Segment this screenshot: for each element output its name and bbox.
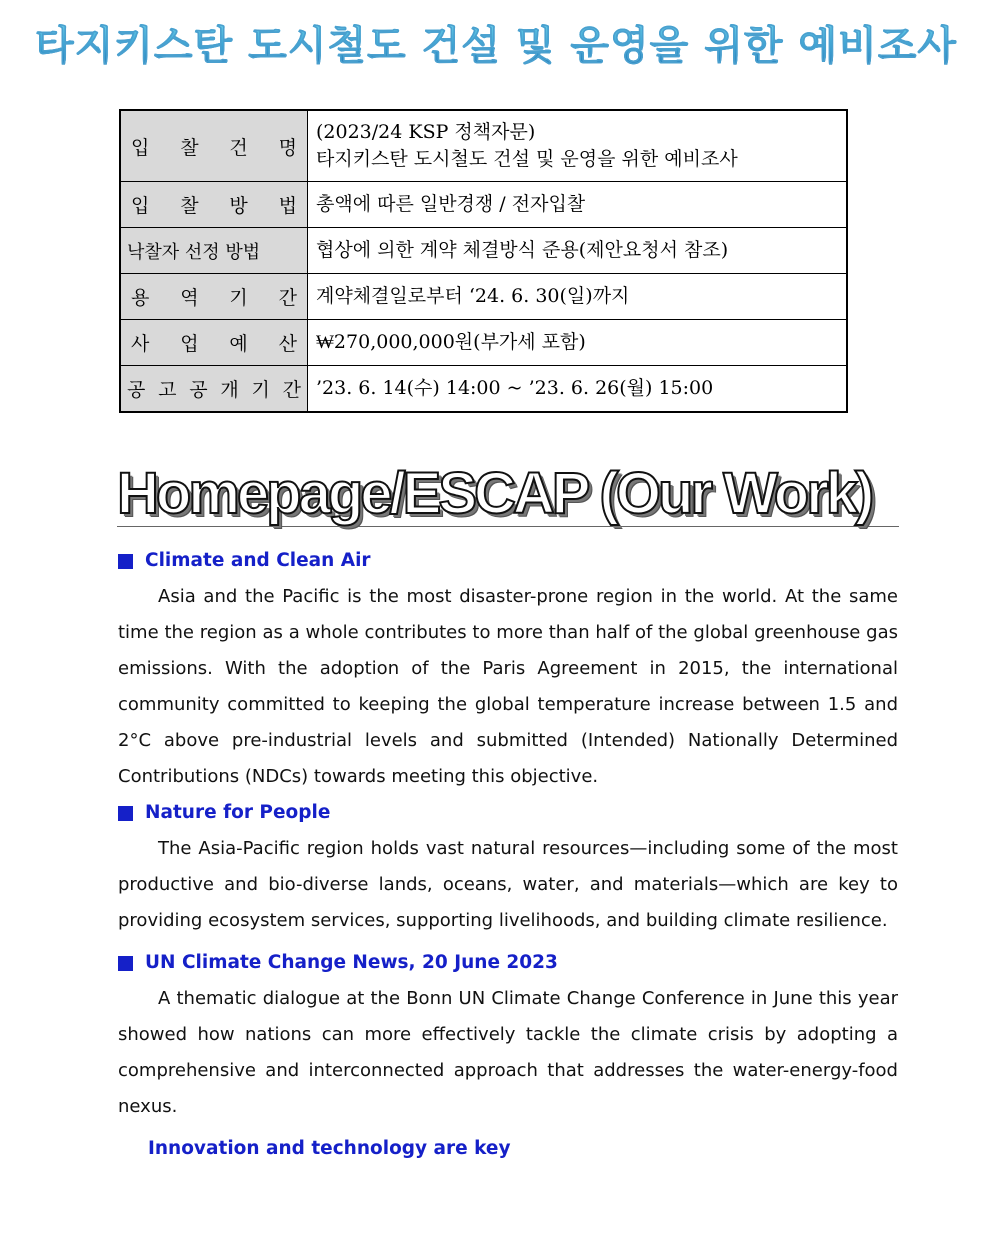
table-row: [120, 228, 847, 274]
row-label: 사 업 예 산: [120, 320, 308, 366]
value-line: 타지키스탄 도시철도 건설 및 운영을 위한 예비조사: [316, 148, 738, 170]
topic-heading: [118, 795, 898, 831]
value-line: (2023/24 KSP 정책자문): [316, 121, 536, 143]
bid-info-table: [119, 109, 848, 413]
topic-heading-text: Climate and Clean Air: [145, 550, 371, 571]
page-title: 타지키스탄 도시철도 건설 및 운영을 위한 예비조사: [0, 14, 992, 71]
topic-heading-text: UN Climate Change News, 20 June 2023: [145, 952, 558, 973]
section-heading-text: Homepage/ESCAP (Our Work): [117, 461, 872, 526]
table-row: [120, 274, 847, 320]
table-row: [120, 182, 847, 228]
table-row: [120, 110, 847, 182]
row-label: 용 역 기 간: [120, 274, 308, 320]
row-value: 계약체결일로부터 ‘24. 6. 30(일)까지: [308, 274, 848, 320]
row-label: 입 찰 건 명: [120, 110, 308, 182]
topic-paragraph: The Asia-Pacific region holds vast natural resources—including some of the most productive and bio-diverse lands, oceans, water, and materials—which are key to providing ecosystem services, supporting livelihoods, and building climate resilience.: [118, 838, 898, 931]
square-bullet-icon: [118, 956, 133, 971]
square-bullet-icon: [118, 554, 133, 569]
table-row: [120, 366, 847, 413]
row-value: ₩270,000,000원(부가세 포함): [308, 320, 848, 366]
row-value: 협상에 의한 계약 체결방식 준용(제안요청서 참조): [308, 228, 848, 274]
row-value: 총액에 따른 일반경쟁 / 전자입찰: [308, 182, 848, 228]
row-value: ’23. 6. 14(수) 14:00 ~ ’23. 6. 26(월) 15:00: [308, 366, 848, 413]
row-label: 낙찰자 선정 방법: [120, 228, 308, 274]
row-label: 공 고 공 개 기 간: [120, 366, 308, 413]
topic-heading-text: Nature for People: [145, 802, 331, 823]
topic-paragraph: Asia and the Pacific is the most disaster-prone region in the world. At the same time the region as a whole contributes to more than half of the global greenhouse gas emissions. With the adoption of the Paris Agreement in 2015, the international community committed to keeping the global temperature increase between 1.5 and 2°C above pre-industrial levels and submitted (Intended) Nationally Determined Contributions (NDCs) towards meeting this objective.: [118, 586, 898, 787]
row-label: 입 찰 방 법: [120, 182, 308, 228]
article-content: [118, 543, 898, 1167]
table-row: [120, 320, 847, 366]
topic-heading: [118, 945, 898, 981]
square-bullet-icon: [118, 806, 133, 821]
row-value: [308, 110, 848, 182]
topic-heading: [118, 543, 898, 579]
sub-heading: Innovation and technology are key: [148, 1138, 511, 1159]
section-heading: [117, 462, 899, 527]
topic-paragraph: A thematic dialogue at the Bonn UN Climate Change Conference in June this year showed how nations can more effectively tackle the climate crisis by adopting a comprehensive and interconnected approach that addresses the water-energy-food nexus.: [118, 988, 898, 1117]
